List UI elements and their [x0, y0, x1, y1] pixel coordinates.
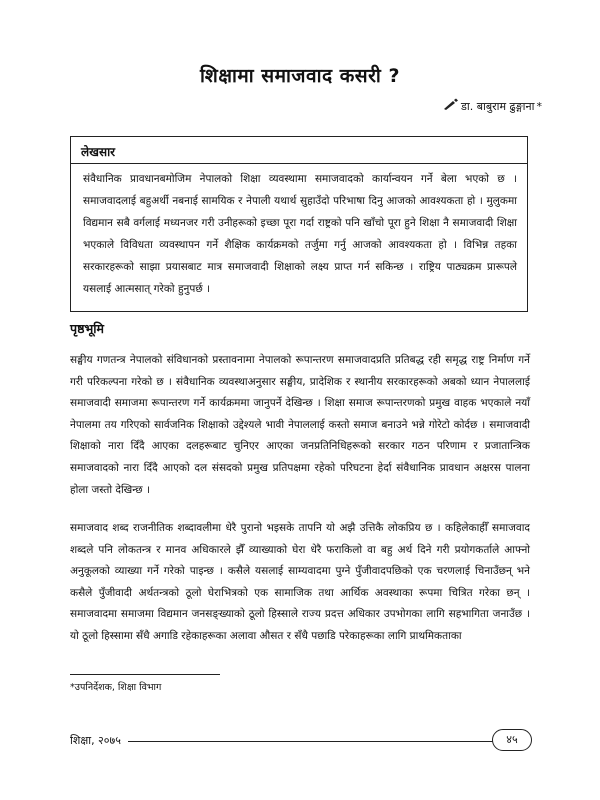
author-byline [443, 98, 542, 114]
pen-icon [443, 98, 459, 110]
footnote-divider [70, 674, 220, 675]
body-paragraph: सङ्घीय गणतन्त्र नेपालको संविधानको प्रस्तावनामा नेपालको रूपान्तरण समाजवादप्रति प्रतिबद्ध रही समृद्ध राष्ट्र निर्माण गर्ने गरी परिकल्पना गरेको छ । संवैधानिक व्यवस्थाअनुसार सङ्घीय, प्रादेशिक र स्थानीय सरकारहरूको अबको ध्यान नेपाललाई समाजवादी समाजमा रूपान्तरण गर्ने कार्यक्रममा जानुपर्ने देखिन्छ । शिक्षा समाज रूपान्तरणको प्रमुख वाहक भएकाले नयाँ नेपालमा तय गरिएको सार्वजनिक शिक्षाको उद्देश्यले भावी नेपाललाई कस्तो समाज बनाउने भन्ने गोरेटो कोर्दछ । समाजवादी शिक्षाको नारा दिँदै आएका दलहरूबाट चुनिएर आएका जनप्रतिनिधिहरूको सरकार गठन परिणाम र प्रजातान्त्रिक समाजवादको नारा दिँदै आएको दल संसदको प्रमुख प्रतिपक्षमा रहेको परिघटना हेर्दा संवैधानिक प्रावधान अक्षरस पालना होला जस्तो देखिन्छ । [70, 354, 530, 496]
author-footnote-marker: * [536, 100, 542, 113]
abstract-heading: लेखसार [81, 145, 116, 159]
abstract-divider [71, 163, 527, 164]
author-name: डा. बाबुराम ढुङ्गाना [460, 100, 535, 113]
body-paragraph: समाजवाद शब्द राजनीतिक शब्दावलीमा धेरै पुरानो भइसके तापनि यो अझै उत्तिकै लोकप्रिय छ । कहिलेकाहीँ समाजवाद शब्दले पनि लोकतन्त्र र मानव अधिकारले झैँ व्याख्याको घेरा धेरै फराकिलो वा बहु अर्थ दिने गरी प्रयोगकर्ताले आफ्नो अनुकूलको व्याख्या गर्ने गरेको पाइन्छ । कसैले यसलाई साम्यवादमा पुग्ने पुँजीवादपछिको एक चरणलाई चिनाउँछन् भने कसैले पुँजीवादी अर्थतन्त्रको ठूलो घेराभित्रको एक सामाजिक तथा आर्थिक अवस्थाका रूपमा चित्रित गरेका छन् । समाजवादमा समाजमा विद्यमान जनसङ्ख्याको ठूलो हिस्साले राज्य प्रदत्त अधिकार उपभोगका लागि सहभागिता जनाउँछ । यो ठूलो हिस्सामा सँधै अगाडि रहेकाहरूका अलावा औसत र सँधै पछाडि परेकाहरूका लागि प्राथमिकताका [70, 522, 530, 642]
footer-journal-name: शिक्षा, २०७५ [70, 734, 121, 747]
article-title: शिक्षामा समाजवाद कसरी ? [200, 65, 400, 87]
footnote: *उपनिर्देशक, शिक्षा विभाग [70, 682, 162, 693]
abstract-box [70, 136, 528, 312]
page-number: ४५ [492, 729, 532, 751]
footer-divider [128, 741, 498, 742]
abstract-text: संवैधानिक प्रावधानबमोजिम नेपालको शिक्षा व्यवस्थामा समाजवादको कार्यान्वयन गर्ने बेला भएको छ । समाजवादलाई बहुअर्थी नबनाई सामयिक र नेपाली यथार्थ सुहाउँदो परिभाषा दिनु आजको आवश्यकता हो । मुलुकमा विद्यमान सबै वर्गलाई मध्यनजर गरी उनीहरूको इच्छा पूरा गर्दा राष्ट्रको पनि खाँचो पूरा हुने शिक्षा नै समाजवादी शिक्षा भएकाले विविधता व्यवस्थापन गर्ने शैक्षिक कार्यक्रमको तर्जुमा गर्नु आजको आवश्यकता हो । विभिन्न तहका सरकारहरूको साझा प्रयासबाट मात्र समाजवादी शिक्षाको लक्ष्य प्राप्त गर्न सकिन्छ । राष्ट्रिय पाठ्यक्रम प्रारूपले यसलाई आत्मसात् गरेको हुनुपर्छ । [83, 173, 517, 295]
section-heading-background: पृष्ठभूमि [70, 321, 104, 336]
